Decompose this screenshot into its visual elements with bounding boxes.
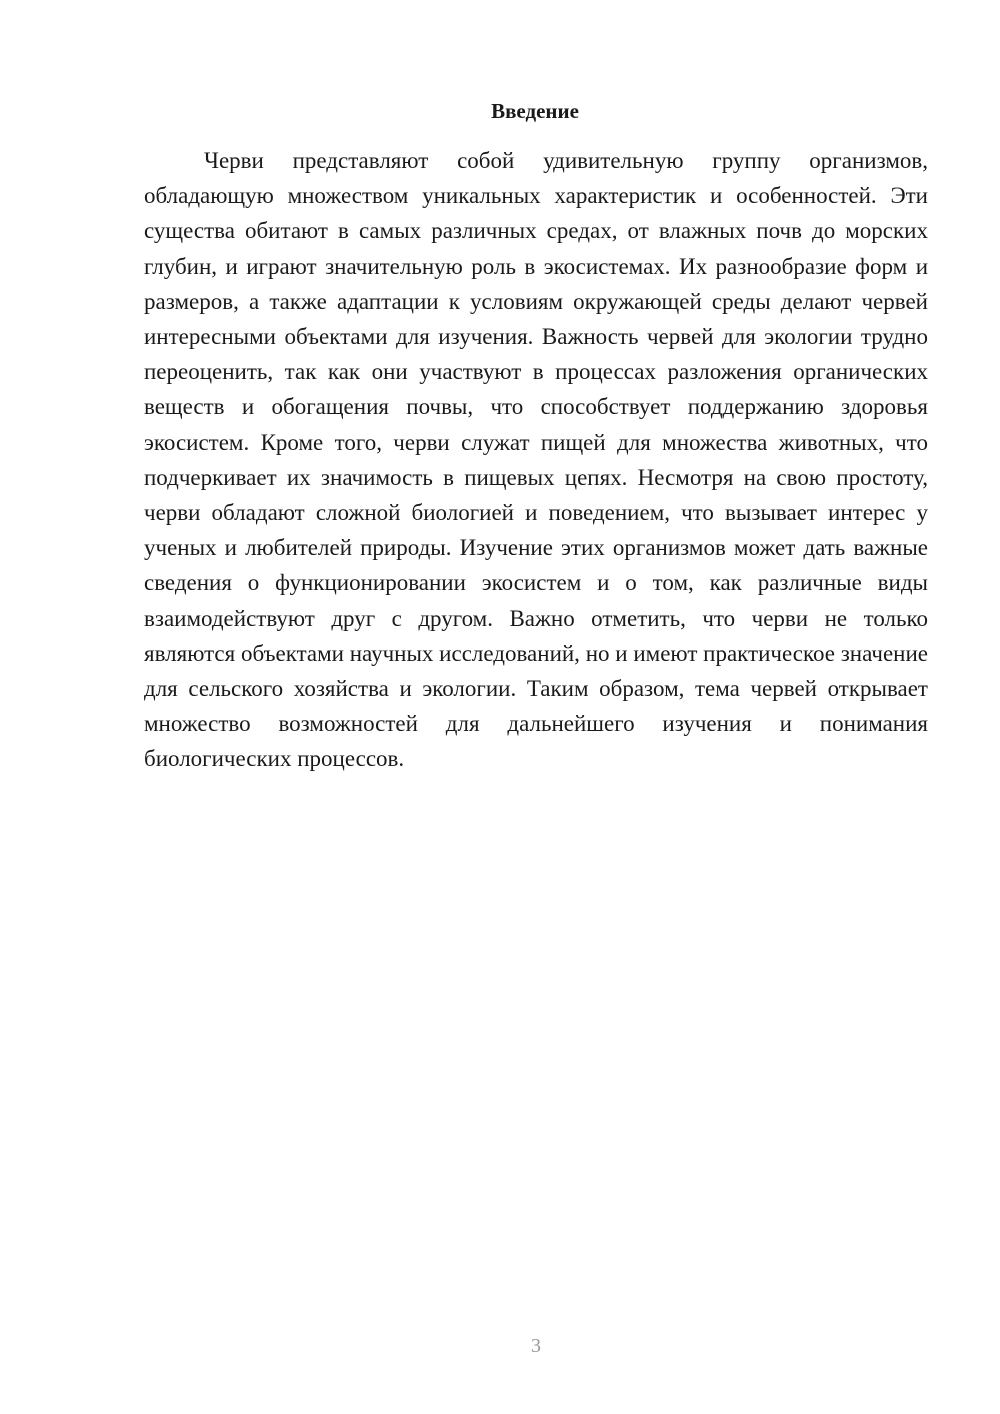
section-heading: Введение: [491, 99, 579, 123]
introduction-paragraph: Черви представляют собой удивительную группу организмов, обладающую множеством уникальных характеристик и особенностей. Эти существа обитают в самых различных средах, от влажных почв до морских глубин, и играют значительную роль в экосистемах. Их разнообразие форм и размеров, а также адаптации к условиям окружающей среды делают червей интересными объектами для изучения. Важность червей для экологии трудно переоценить, так как они участвуют в процессах разложения органических веществ и обогащения почвы, что способствует поддержанию здоровья экосистем. Кроме того, черви служат пищей для множества животных, что подчеркивает их значимость в пищевых цепях. Несмотря на свою простоту, черви обладают сложной биологией и поведением, что вызывает интерес у ученых и любителей природы. Изучение этих организмов может дать важные сведения о функционировании экосистем и о том, как различные виды взаимодействуют друг с другом. Важно отметить, что черви не только являются объектами научных исследований, но и имеют практическое значение для сельского хозяйства и экологии. Таким образом, тема червей открывает множество возможностей для дальнейшего изучения и понимания биологических процессов.: [144, 148, 928, 772]
page-number: 3: [531, 1335, 541, 1357]
